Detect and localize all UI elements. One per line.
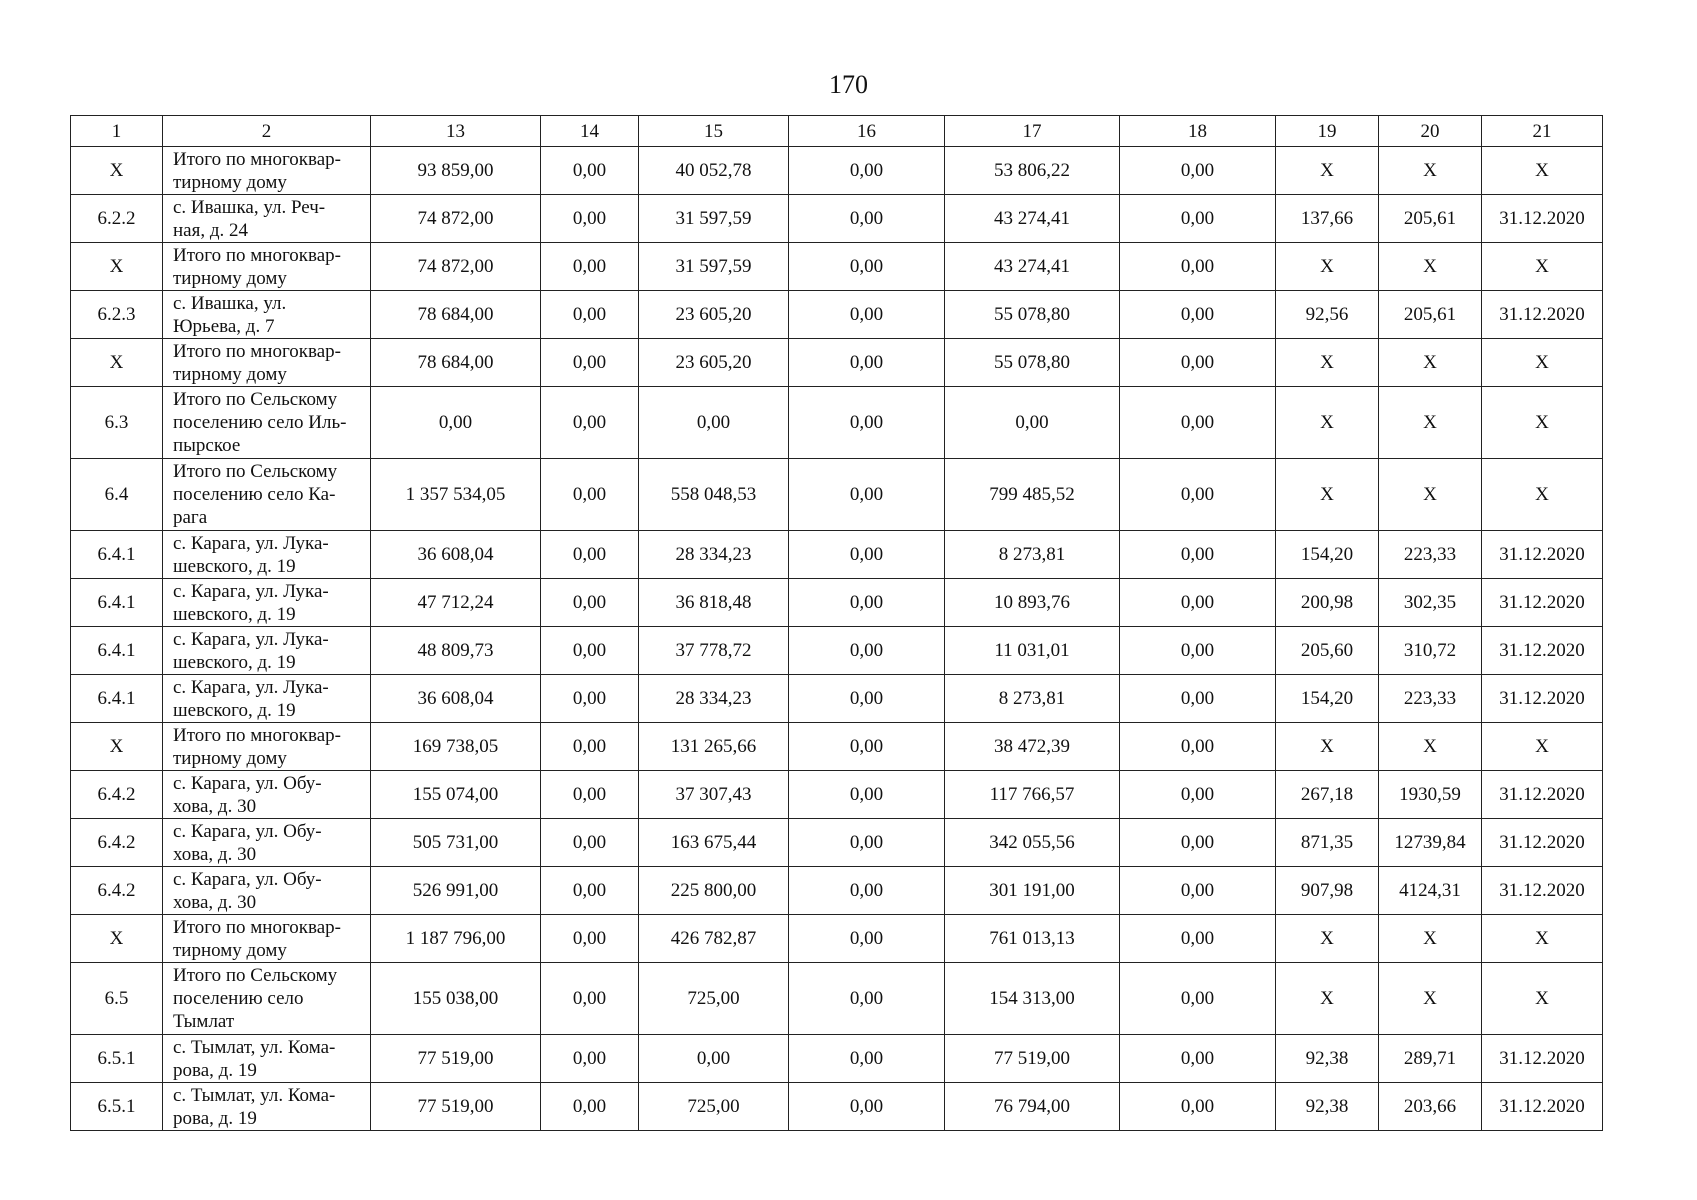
table-cell: 137,66 (1276, 195, 1379, 243)
table-cell: 289,71 (1379, 1035, 1482, 1083)
table-cell: 6.4.1 (71, 627, 163, 675)
name-cell (163, 1035, 371, 1083)
name-line: Итого по Сельскому (173, 965, 338, 986)
table-cell: 203,66 (1379, 1083, 1482, 1131)
table-row (71, 963, 1603, 1035)
name-cell (163, 723, 371, 771)
table-cell: 8 273,81 (945, 531, 1120, 579)
table-cell: 505 731,00 (371, 819, 541, 867)
table-cell: 4124,31 (1379, 867, 1482, 915)
table-cell: 6.3 (71, 387, 163, 459)
table-cell: Х (1482, 723, 1603, 771)
table-cell: Х (1276, 723, 1379, 771)
table-cell: 1 187 796,00 (371, 915, 541, 963)
table-cell: 0,00 (789, 339, 945, 387)
table-cell: 0,00 (541, 675, 639, 723)
table-cell: 0,00 (789, 291, 945, 339)
table-cell: Х (1276, 459, 1379, 531)
table-cell: 0,00 (789, 531, 945, 579)
name-cell (163, 339, 371, 387)
table-cell: 8 273,81 (945, 675, 1120, 723)
table-row (71, 459, 1603, 531)
table-cell: 6.4.2 (71, 819, 163, 867)
table-cell: 0,00 (1120, 723, 1276, 771)
name-line: Итого по многоквар- (173, 916, 341, 938)
name-cell (163, 243, 371, 291)
table-cell: 6.4.2 (71, 771, 163, 819)
header-cell: 19 (1276, 116, 1379, 147)
name-line: с. Карага, ул. Лука- (173, 532, 329, 554)
header-cell: 2 (163, 116, 371, 147)
table-cell: 0,00 (789, 1035, 945, 1083)
table-cell: 0,00 (1120, 339, 1276, 387)
name-line: поселению село Ка- (173, 484, 336, 505)
table-cell: 131 265,66 (639, 723, 789, 771)
name-line: с. Карага, ул. Обу- (173, 772, 322, 794)
name-line: с. Тымлат, ул. Кома- (173, 1036, 336, 1058)
table-cell: 0,00 (541, 243, 639, 291)
table-cell: 48 809,73 (371, 627, 541, 675)
table-cell: 28 334,23 (639, 531, 789, 579)
table-cell: Х (71, 243, 163, 291)
table-cell: 0,00 (789, 819, 945, 867)
table-cell: 28 334,23 (639, 675, 789, 723)
header-cell: 21 (1482, 116, 1603, 147)
table-cell: 78 684,00 (371, 339, 541, 387)
table-cell: Х (1379, 339, 1482, 387)
table-cell: 37 307,43 (639, 771, 789, 819)
name-line: рага (173, 507, 208, 528)
table-cell: 0,00 (541, 819, 639, 867)
name-line: рова, д. 19 (173, 1107, 257, 1129)
table-cell: 36 608,04 (371, 675, 541, 723)
table-cell: 0,00 (541, 579, 639, 627)
name-line: Итого по Сельскому (173, 461, 338, 482)
table-cell: 205,60 (1276, 627, 1379, 675)
table-cell: 12739,84 (1379, 819, 1482, 867)
table-cell: 0,00 (1120, 195, 1276, 243)
table-row (71, 531, 1603, 579)
table-cell: 11 031,01 (945, 627, 1120, 675)
header-cell: 14 (541, 116, 639, 147)
table-cell: Х (1482, 147, 1603, 195)
table-cell: Х (1379, 915, 1482, 963)
table-cell: 31.12.2020 (1482, 1035, 1603, 1083)
table-cell: 0,00 (541, 723, 639, 771)
name-line: Итого по многоквар- (173, 724, 341, 746)
table-cell: 799 485,52 (945, 459, 1120, 531)
name-line: шевского, д. 19 (173, 699, 296, 721)
name-cell (163, 771, 371, 819)
table-cell: 31.12.2020 (1482, 579, 1603, 627)
name-line: с. Ивашка, ул. Реч- (173, 196, 326, 218)
table-cell: 0,00 (541, 1035, 639, 1083)
table-cell: 31.12.2020 (1482, 1083, 1603, 1131)
table-cell: 154 313,00 (945, 963, 1120, 1035)
header-cell: 15 (639, 116, 789, 147)
table-cell: 117 766,57 (945, 771, 1120, 819)
table-cell: 426 782,87 (639, 915, 789, 963)
table-cell: 0,00 (639, 1035, 789, 1083)
table-cell: 0,00 (541, 339, 639, 387)
table-cell: 78 684,00 (371, 291, 541, 339)
table-cell: 6.4.1 (71, 675, 163, 723)
table-row (71, 339, 1603, 387)
table-cell: Х (1379, 147, 1482, 195)
table-cell: 36 818,48 (639, 579, 789, 627)
name-line: с. Карага, ул. Лука- (173, 628, 329, 650)
table-cell: 223,33 (1379, 531, 1482, 579)
table-cell: 223,33 (1379, 675, 1482, 723)
table-cell: 0,00 (541, 459, 639, 531)
table-cell: Х (71, 147, 163, 195)
table-cell: 0,00 (1120, 867, 1276, 915)
name-line: с. Карага, ул. Лука- (173, 580, 329, 602)
name-line: хова, д. 30 (173, 843, 257, 865)
header-cell: 13 (371, 116, 541, 147)
name-line: Итого по многоквар- (173, 340, 341, 362)
table-cell: 154,20 (1276, 531, 1379, 579)
table-cell: 154,20 (1276, 675, 1379, 723)
table-row (71, 243, 1603, 291)
table-cell: 0,00 (639, 387, 789, 459)
table-cell: 871,35 (1276, 819, 1379, 867)
name-line: поселению село (173, 988, 304, 1009)
table-cell: Х (1379, 723, 1482, 771)
name-line: рова, д. 19 (173, 1059, 257, 1081)
table-cell: 205,61 (1379, 195, 1482, 243)
table-cell: 74 872,00 (371, 195, 541, 243)
page-number: 170 (829, 70, 868, 99)
table-cell: 0,00 (1120, 291, 1276, 339)
table-cell: Х (1482, 243, 1603, 291)
table-cell: 92,38 (1276, 1083, 1379, 1131)
table-cell: 0,00 (1120, 819, 1276, 867)
table-row (71, 1035, 1603, 1083)
table-cell: 10 893,76 (945, 579, 1120, 627)
table-row (71, 723, 1603, 771)
name-line: шевского, д. 19 (173, 651, 296, 673)
table-cell: 77 519,00 (371, 1035, 541, 1083)
table-cell: 0,00 (789, 147, 945, 195)
table-cell: 6.4.1 (71, 531, 163, 579)
table-cell: 0,00 (541, 627, 639, 675)
table-cell: 0,00 (1120, 915, 1276, 963)
table-row (71, 771, 1603, 819)
table-cell: 31.12.2020 (1482, 531, 1603, 579)
table-cell: 0,00 (789, 915, 945, 963)
table-cell: 163 675,44 (639, 819, 789, 867)
table-cell: 169 738,05 (371, 723, 541, 771)
name-cell (163, 867, 371, 915)
name-cell (163, 291, 371, 339)
table-cell: 93 859,00 (371, 147, 541, 195)
table-cell: 558 048,53 (639, 459, 789, 531)
table-cell: 0,00 (789, 579, 945, 627)
table-cell: 0,00 (541, 1083, 639, 1131)
table-cell: 77 519,00 (371, 1083, 541, 1131)
data-table (70, 115, 1603, 1131)
table-cell: Х (1276, 963, 1379, 1035)
table-cell: 0,00 (1120, 1083, 1276, 1131)
table-cell: 0,00 (541, 867, 639, 915)
table-cell: 0,00 (1120, 579, 1276, 627)
table-cell: 0,00 (789, 771, 945, 819)
name-line: тирному дому (173, 171, 287, 193)
table-cell: 23 605,20 (639, 339, 789, 387)
table-cell: 0,00 (789, 867, 945, 915)
name-cell (163, 195, 371, 243)
table-cell: Х (1482, 339, 1603, 387)
name-cell (163, 963, 371, 1035)
table-cell: Х (71, 915, 163, 963)
table-cell: 0,00 (541, 771, 639, 819)
table-cell: 37 778,72 (639, 627, 789, 675)
table-cell: 31 597,59 (639, 195, 789, 243)
table-cell: 53 806,22 (945, 147, 1120, 195)
table-cell: 55 078,80 (945, 291, 1120, 339)
table-cell: 0,00 (945, 387, 1120, 459)
table-cell: 76 794,00 (945, 1083, 1120, 1131)
table-cell: 0,00 (789, 195, 945, 243)
table-cell: 0,00 (1120, 675, 1276, 723)
table-cell: 31.12.2020 (1482, 675, 1603, 723)
name-line: с. Карага, ул. Обу- (173, 820, 322, 842)
table-cell: 0,00 (1120, 963, 1276, 1035)
table-cell: 55 078,80 (945, 339, 1120, 387)
table-cell: 0,00 (789, 963, 945, 1035)
header-cell: 20 (1379, 116, 1482, 147)
table-cell: 0,00 (789, 387, 945, 459)
table-cell: 0,00 (541, 147, 639, 195)
table-cell: 23 605,20 (639, 291, 789, 339)
name-cell (163, 675, 371, 723)
table-cell: 6.4.2 (71, 867, 163, 915)
table-cell: 1930,59 (1379, 771, 1482, 819)
name-line: шевского, д. 19 (173, 555, 296, 577)
name-cell (163, 819, 371, 867)
table-row (71, 627, 1603, 675)
name-line: с. Ивашка, ул. (173, 292, 287, 314)
table-cell: Х (1276, 243, 1379, 291)
table-cell: Х (1379, 243, 1482, 291)
table-cell: 725,00 (639, 1083, 789, 1131)
name-line: хова, д. 30 (173, 795, 257, 817)
name-cell (163, 627, 371, 675)
table-cell: 92,38 (1276, 1035, 1379, 1083)
table-cell: 907,98 (1276, 867, 1379, 915)
table-cell: 92,56 (1276, 291, 1379, 339)
table-cell: Х (1276, 339, 1379, 387)
table-cell: 0,00 (541, 387, 639, 459)
table-cell: 205,61 (1379, 291, 1482, 339)
table-cell: 31.12.2020 (1482, 771, 1603, 819)
table-cell: 155 038,00 (371, 963, 541, 1035)
table-cell: 301 191,00 (945, 867, 1120, 915)
table-cell: 155 074,00 (371, 771, 541, 819)
name-cell (163, 387, 371, 459)
table-cell: 0,00 (541, 195, 639, 243)
table-cell: 0,00 (1120, 387, 1276, 459)
table-cell: 47 712,24 (371, 579, 541, 627)
name-line: с. Тымлат, ул. Кома- (173, 1084, 336, 1106)
table-cell: Х (1379, 387, 1482, 459)
table-cell: 0,00 (1120, 531, 1276, 579)
table-row (71, 147, 1603, 195)
table-cell: 0,00 (1120, 627, 1276, 675)
name-cell (163, 459, 371, 531)
table-cell: 0,00 (1120, 243, 1276, 291)
table-cell: 31.12.2020 (1482, 867, 1603, 915)
table-cell: Х (1379, 963, 1482, 1035)
table-cell: 0,00 (789, 675, 945, 723)
table-cell: 43 274,41 (945, 195, 1120, 243)
name-cell (163, 915, 371, 963)
table-cell: Х (1276, 387, 1379, 459)
name-line: Юрьева, д. 7 (173, 315, 275, 337)
table-cell: 40 052,78 (639, 147, 789, 195)
table-row (71, 291, 1603, 339)
table-cell: 1 357 534,05 (371, 459, 541, 531)
table-cell: 310,72 (1379, 627, 1482, 675)
table-cell: Х (71, 339, 163, 387)
header-row (71, 116, 1603, 147)
table-cell: 0,00 (789, 1083, 945, 1131)
header-cell: 17 (945, 116, 1120, 147)
name-line: Итого по Сельскому (173, 389, 338, 410)
table-cell: 38 472,39 (945, 723, 1120, 771)
table-cell: 6.4.1 (71, 579, 163, 627)
table-cell: Х (1482, 387, 1603, 459)
table-cell: Х (1482, 963, 1603, 1035)
name-line: Итого по многоквар- (173, 244, 341, 266)
table-row (71, 1083, 1603, 1131)
table-cell: 31.12.2020 (1482, 195, 1603, 243)
table-cell: 0,00 (789, 243, 945, 291)
name-line: тирному дому (173, 747, 287, 769)
name-line: шевского, д. 19 (173, 603, 296, 625)
table-cell: 0,00 (371, 387, 541, 459)
table-cell: 77 519,00 (945, 1035, 1120, 1083)
table-cell: 36 608,04 (371, 531, 541, 579)
name-line: поселению село Иль- (173, 412, 347, 433)
table-cell: 761 013,13 (945, 915, 1120, 963)
table-row (71, 915, 1603, 963)
table-cell: 0,00 (1120, 147, 1276, 195)
table-cell: 302,35 (1379, 579, 1482, 627)
name-line: тирному дому (173, 267, 287, 289)
header-cell: 16 (789, 116, 945, 147)
table-cell: 6.5.1 (71, 1083, 163, 1131)
table-cell: 6.2.2 (71, 195, 163, 243)
name-line: ная, д. 24 (173, 219, 249, 241)
table-cell: 6.2.3 (71, 291, 163, 339)
header-cell: 1 (71, 116, 163, 147)
table-cell: Х (1379, 459, 1482, 531)
name-line: Тымлат (173, 1011, 235, 1032)
table-cell: 0,00 (541, 531, 639, 579)
table-cell: Х (71, 723, 163, 771)
table-cell: 0,00 (541, 963, 639, 1035)
table-cell: 342 055,56 (945, 819, 1120, 867)
table-cell: 0,00 (541, 291, 639, 339)
table-cell: Х (1276, 915, 1379, 963)
table-cell: 6.5.1 (71, 1035, 163, 1083)
table-cell: 0,00 (789, 723, 945, 771)
table-cell: 6.5 (71, 963, 163, 1035)
table-cell: Х (1276, 147, 1379, 195)
table-cell: 0,00 (789, 627, 945, 675)
table-cell: 43 274,41 (945, 243, 1120, 291)
table-cell: Х (1482, 459, 1603, 531)
table-row (71, 867, 1603, 915)
name-cell (163, 1083, 371, 1131)
table-cell: 267,18 (1276, 771, 1379, 819)
table-cell: 74 872,00 (371, 243, 541, 291)
name-line: Итого по многоквар- (173, 148, 341, 170)
table-cell: 0,00 (1120, 459, 1276, 531)
header-cell: 18 (1120, 116, 1276, 147)
table-row (71, 387, 1603, 459)
table-cell: Х (1482, 915, 1603, 963)
table-cell: 6.4 (71, 459, 163, 531)
table-cell: 0,00 (1120, 1035, 1276, 1083)
table-cell: 526 991,00 (371, 867, 541, 915)
name-cell (163, 531, 371, 579)
table-cell: 31.12.2020 (1482, 627, 1603, 675)
table-row (71, 579, 1603, 627)
name-line: тирному дому (173, 363, 287, 385)
table-cell: 31.12.2020 (1482, 819, 1603, 867)
table-cell: 725,00 (639, 963, 789, 1035)
table-cell: 0,00 (541, 915, 639, 963)
name-line: с. Карага, ул. Лука- (173, 676, 329, 698)
name-line: хова, д. 30 (173, 891, 257, 913)
name-line: с. Карага, ул. Обу- (173, 868, 322, 890)
name-line: тирному дому (173, 939, 287, 961)
table-cell: 225 800,00 (639, 867, 789, 915)
table-cell: 0,00 (789, 459, 945, 531)
table-cell: 0,00 (1120, 771, 1276, 819)
name-line: пырское (173, 435, 241, 456)
table-row (71, 195, 1603, 243)
table-row (71, 819, 1603, 867)
name-cell (163, 147, 371, 195)
table-cell: 31.12.2020 (1482, 291, 1603, 339)
table-cell: 31 597,59 (639, 243, 789, 291)
name-cell (163, 579, 371, 627)
table-cell: 200,98 (1276, 579, 1379, 627)
table-row (71, 675, 1603, 723)
